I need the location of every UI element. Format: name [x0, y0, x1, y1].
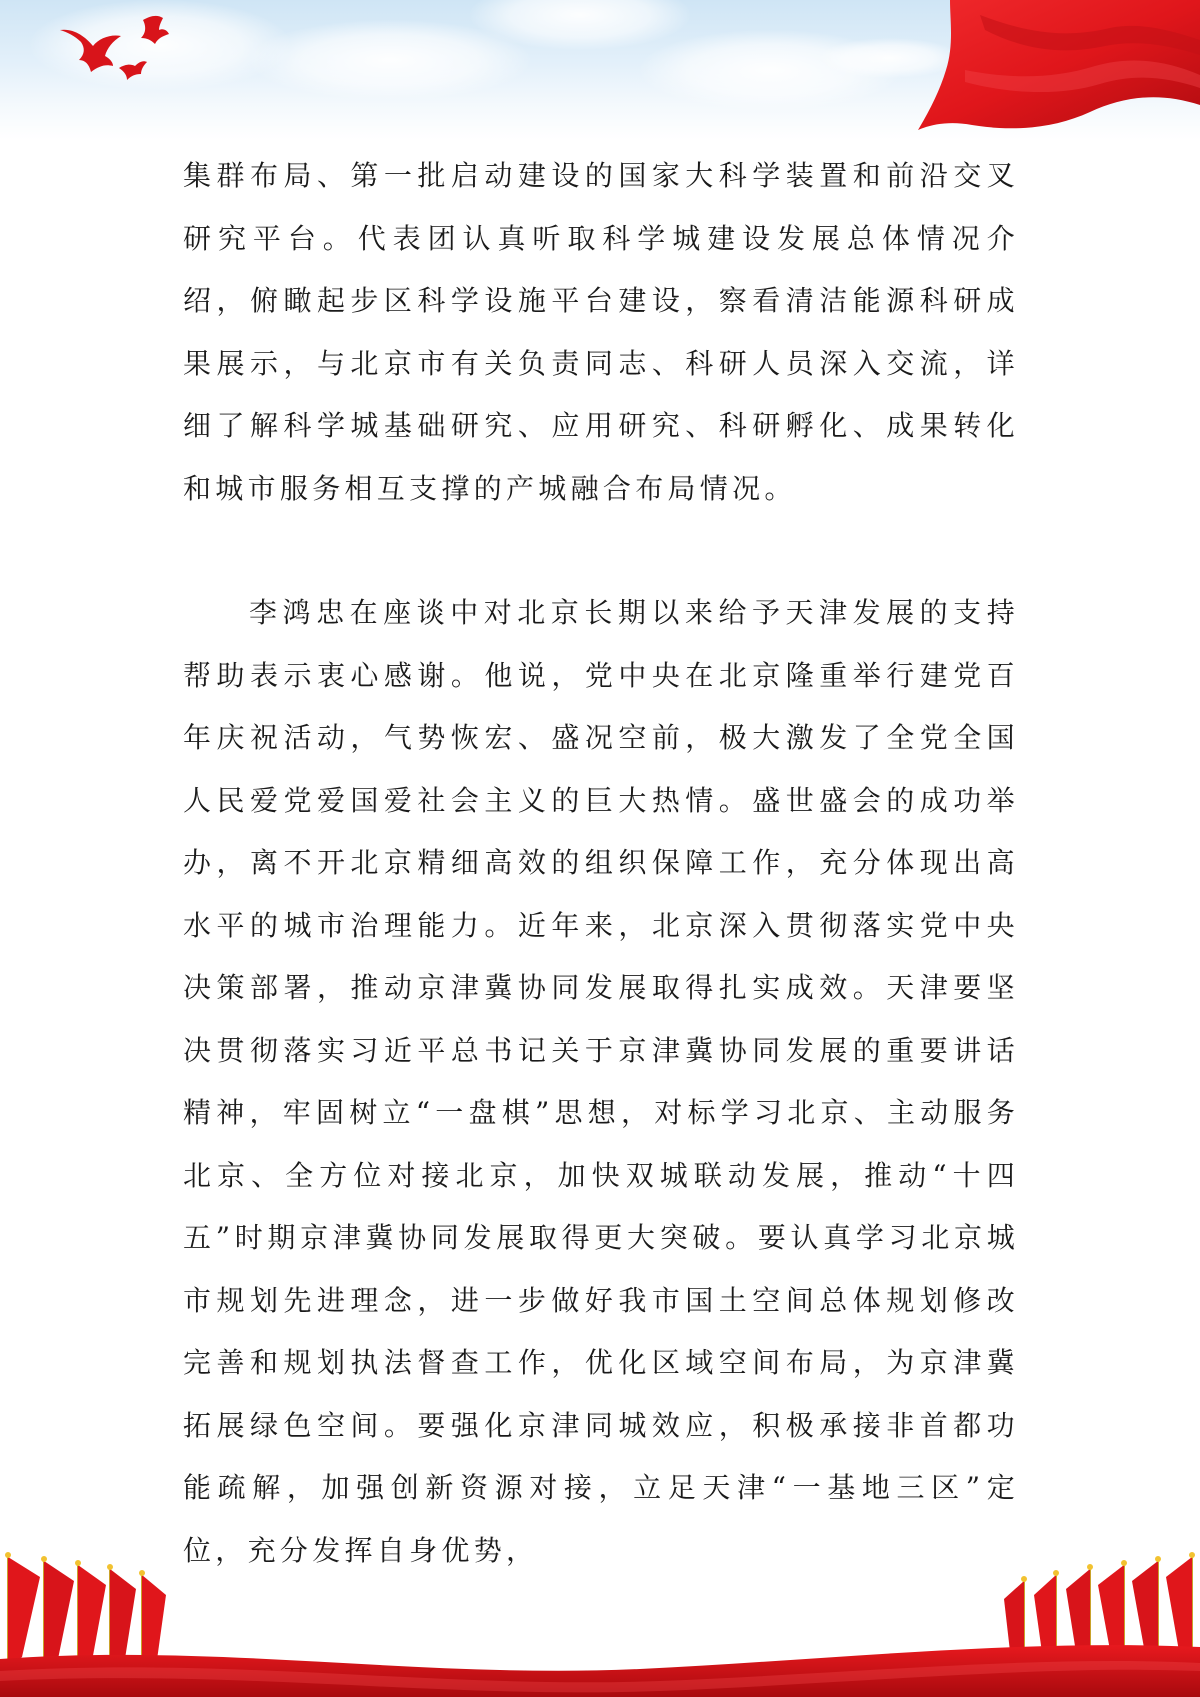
footer-decoration [0, 1547, 1200, 1697]
red-ribbon-icon [0, 1645, 1200, 1697]
paragraph-1: 集群布局、第一批启动建设的国家大科学装置和前沿交叉研究平台。代表团认真听取科学城建设发展总体情况介绍，俯瞰起步区科学设施平台建设，察看清洁能源科研成果展示，与北京市有关负责同志、科研人员深入交流，详细了解科学城基础研究、应用研究、科研孵化、成果转化和城市服务相互支撑的产城融合布局情况。 [183, 159, 1019, 505]
paragraph-2: 李鸿忠在座谈中对北京长期以来给予天津发展的支持帮助表示衷心感谢。他说，党中央在北京隆重举行建党百年庆祝活动，气势恢宏、盛况空前，极大激发了全党全国人民爱党爱国爱社会主义的巨大热情。盛世盛会的成功举办，离不开北京精细高效的组织保障工作，充分体现出高水平的城市治理能力。近年来，北京深入贯彻落实党中央决策部署，推动京津冀协同发展取得扎实成效。天津要坚决贯彻落实习近平总书记关于京津冀协同发展的重要讲话精神，牢固树立“一盘棋”思想，对标学习北京、主动服务北京、全方位对接北京，加快双城联动发展，推动“十四五”时期京津冀协同发展取得更大突破。要认真学习北京城市规划先进理念，进一步做好我市国土空间总体规划修改完善和规划执法督查工作，优化区域空间布局，为京津冀拓展绿色空间。要强化京津同城效应，积极承接非首都功能疏解，加强创新资源对接，立足天津“一基地三区”定位，充分发挥自身优势， [183, 596, 1019, 1567]
paragraph-spacer [183, 520, 1019, 582]
dove-icon [55, 8, 185, 83]
document-body [183, 145, 1019, 1582]
red-flag-icon [910, 0, 1200, 135]
